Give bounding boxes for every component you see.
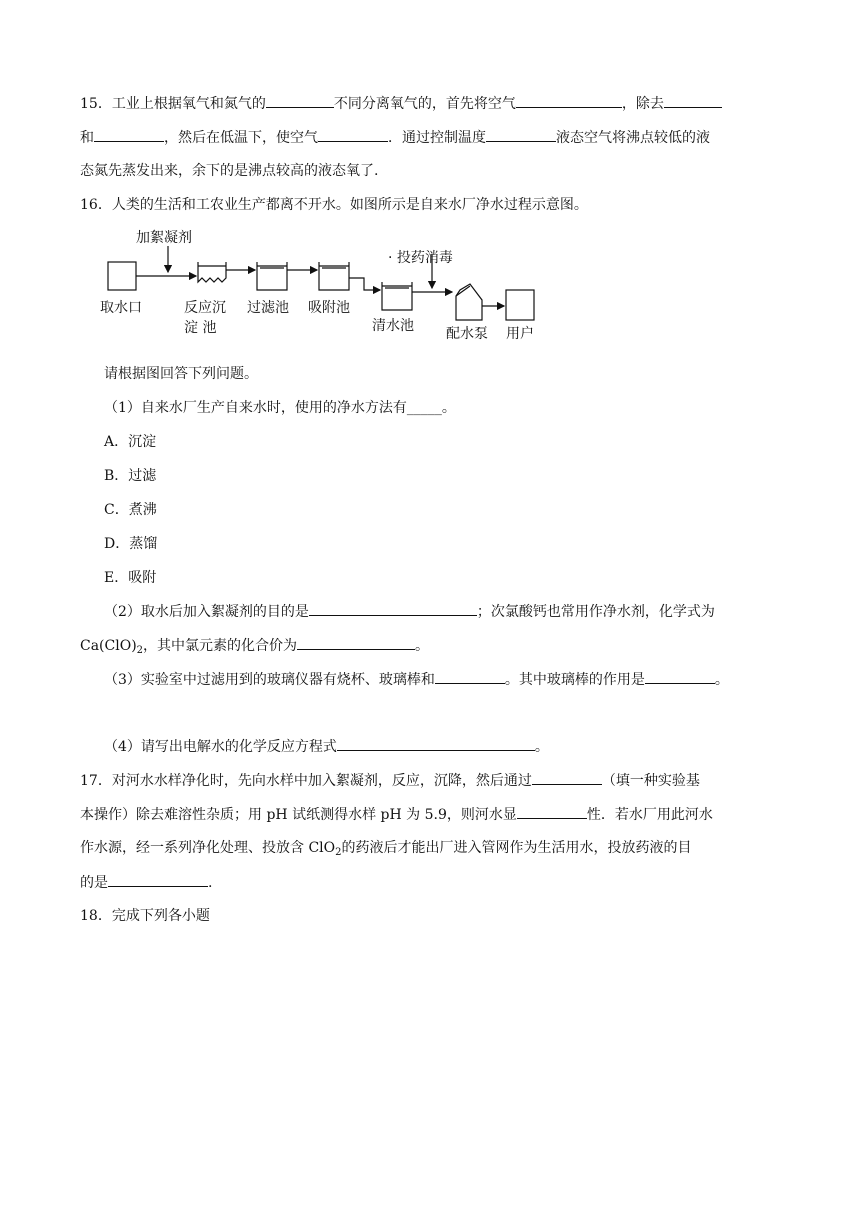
q17-line-2: 本操作）除去难溶性杂质；用 pH 试纸测得水样 pH 为 5.9，则河水显 性．若水厂用此河水 xyxy=(80,804,713,825)
q16-part-4: （4）请写出电解水的化学反应方程式 。 xyxy=(104,736,549,757)
q17-line-4: 的是 . xyxy=(80,872,212,893)
answer-blank[interactable] xyxy=(486,127,556,142)
label-disinfect: · 投药消毒 xyxy=(388,250,453,266)
option-c[interactable]: C．煮沸 xyxy=(104,502,157,518)
answer-blank[interactable] xyxy=(435,669,505,684)
answer-blank[interactable] xyxy=(318,127,388,142)
label-flocculant: 加絮凝剂 xyxy=(136,230,192,246)
answer-blank[interactable] xyxy=(309,601,477,616)
answer-blank[interactable] xyxy=(266,93,334,108)
question-number: 17． xyxy=(80,773,112,789)
option-e[interactable]: E．吸附 xyxy=(104,570,157,586)
label-pump: 配水泵 xyxy=(446,326,488,342)
q17-line-3: 作水源，经一系列净化处理、投放含 ClO$_2$的药液后才能出厂进入管网作为生活用水，投放药液的目 xyxy=(80,840,692,858)
water-treatment-diagram xyxy=(100,226,560,348)
question-number: 15． xyxy=(80,96,112,112)
label-intake: 取水口 xyxy=(100,300,142,316)
answer-blank[interactable] xyxy=(517,804,587,819)
q18-line: 18．完成下列各小题 xyxy=(80,908,210,924)
answer-blank[interactable] xyxy=(94,127,164,142)
label-filter: 过滤池 xyxy=(247,300,289,316)
q16-part-3: （3）实验室中过滤用到的玻璃仪器有烧杯、玻璃棒和 。其中玻璃棒的作用是 。 xyxy=(104,669,729,690)
q15-line-2: 和 ，然后在低温下，使空气 ．通过控制温度 液态空气将沸点较低的液 xyxy=(80,127,710,148)
intake-box xyxy=(108,262,136,290)
q17-line-1: 17．对河水水样净化时，先向水样中加入絮凝剂，反应，沉降，然后通过 （填一种实验基 xyxy=(80,770,700,791)
label-user: 用户 xyxy=(506,326,534,342)
label-adsorb: 吸附池 xyxy=(308,300,350,316)
q16-part-2-line-1: （2）取水后加入絮凝剂的目的是 ；次氯酸钙也常用作净水剂，化学式为 xyxy=(104,601,715,622)
option-d[interactable]: D．蒸馏 xyxy=(104,536,158,552)
q16-part-2-line-2: $Ca(ClO)_2$，其中氯元素的化合价为 。 xyxy=(80,635,429,661)
question-number: 16． xyxy=(80,197,112,213)
option-a[interactable]: A．沉淀 xyxy=(104,434,157,450)
label-clear-water: 清水池 xyxy=(372,318,414,334)
q16-intro: 16．人类的生活和工农业生产都离不开水。如图所示是自来水厂净水过程示意图。 xyxy=(80,197,588,213)
question-number: 18． xyxy=(80,908,112,924)
answer-blank[interactable] xyxy=(337,736,535,751)
label-settle-2: 淀 池 xyxy=(184,320,217,336)
q15-line-3: 态氮先蒸发出来，余下的是沸点较高的液态氧了. xyxy=(80,163,379,179)
answer-blank[interactable] xyxy=(297,635,415,650)
q16-part-1: （1）自来水厂生产自来水时，使用的净水方法有_____。 xyxy=(104,400,456,416)
answer-blank[interactable] xyxy=(108,872,208,887)
answer-blank[interactable] xyxy=(645,669,715,684)
label-settle-1: 反应沉 xyxy=(184,300,226,316)
option-b[interactable]: B．过滤 xyxy=(104,468,157,484)
q15-line-1: 15．工业上根据氧气和氮气的 不同分离氧气的，首先将空气 ，除去 xyxy=(80,93,722,114)
answer-blank[interactable] xyxy=(516,93,622,108)
answer-blank[interactable] xyxy=(532,770,602,785)
reaction-tank xyxy=(198,262,226,282)
answer-blank[interactable] xyxy=(664,93,722,108)
q16-prompt: 请根据图回答下列问题。 xyxy=(104,366,258,382)
